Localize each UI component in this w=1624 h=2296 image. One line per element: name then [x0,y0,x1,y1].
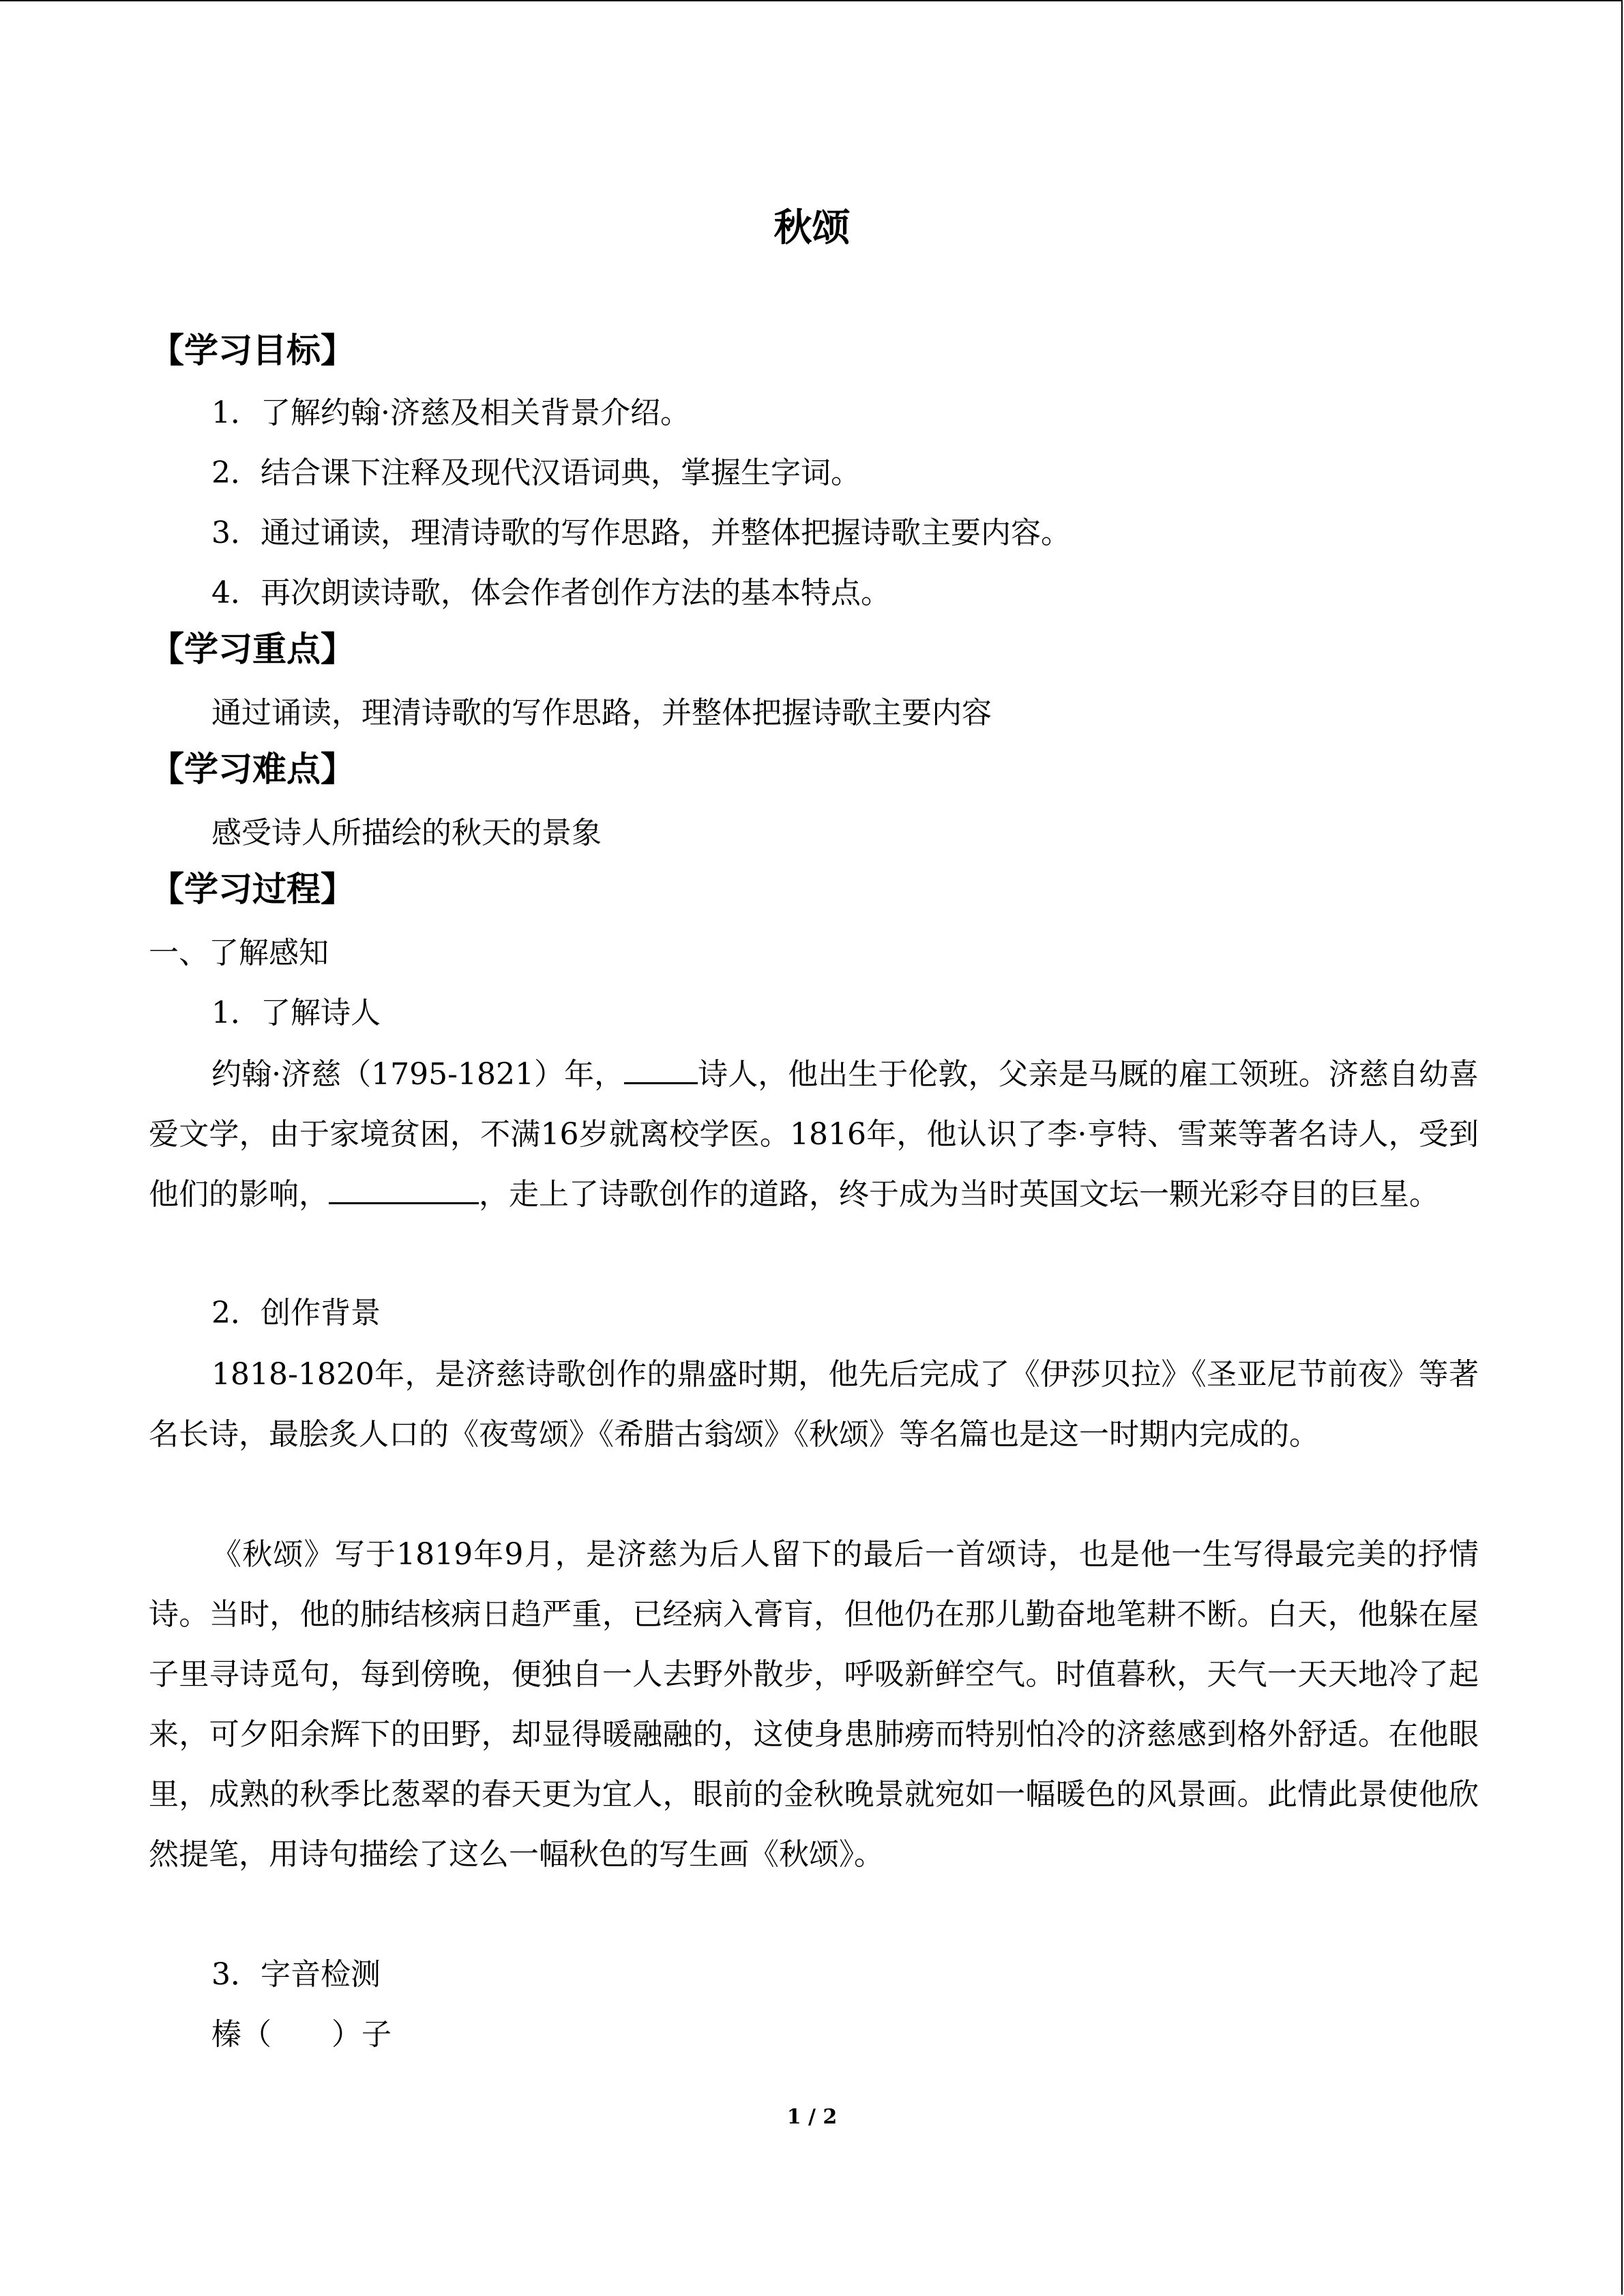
subsection-poet: 1．了解诗人 [211,996,381,1030]
heading-learning-goals: 【学习目标】 [150,331,355,370]
subsection-background: 2．创作背景 [211,1296,381,1330]
page-number: 1 / 2 [786,2105,838,2129]
background-paragraph-2: 《秋颂》写于1819年9月，是济慈为后人留下的最后一首颂诗，也是他一生写得最完美的抒情诗。当时，他的肺结核病日趋严重，已经病入膏肓，但他仍在那儿勤奋地笔耕不断。白天，他躲在屋子里寻诗觅句，每到傍晚，便独自一人去野外散步，呼吸新鲜空气。时值暮秋，天气一天天地冷了起来，可夕阳余辉下的田野，却显得暖融融的，这使身患肺痨而特别怕冷的济慈感到格外舒适。在他眼里，成熟的秋季比葱翠的春天更为宜人，眼前的金秋晚景就宛如一幅暖色的风景画。此情此景使他欣然提笔，用诗句描绘了这么一幅秋色的写生画《秋颂》。 [149,1537,1479,1872]
goal-item: 1．了解约翰·济慈及相关背景介绍。 [211,396,690,430]
fill-in-blank[interactable] [624,1051,698,1084]
goal-item: 4．再次朗读诗歌，体会作者创作方法的基本特点。 [211,576,891,610]
page-title: 秋颂 [773,206,851,250]
goal-item: 3．通过诵读，理清诗歌的写作思路，并整体把握诗歌主要内容。 [211,516,1071,550]
key-points-text: 通过诵读，理清诗歌的写作思路，并整体把握诗歌主要内容 [211,696,992,730]
poet-intro-paragraph: 约翰·济慈（1795-1821）年， 诗人，他出生于伦敦，父亲是马厩的雇工领班。济慈自幼喜爱文学，由于家境贫困，不满16岁就离校学医。1816年，他认识了李·亨特、雪莱等著名诗人，受到他们的影响， ，走上了诗歌创作的道路，终于成为当时英国文坛一颗光彩夺目的巨星。 [149,1045,1479,1225]
goal-item: 2．结合课下注释及现代汉语词典，掌握生字词。 [211,456,861,490]
subsection-pronunciation: 3．字音检测 [211,1957,381,1992]
pronunciation-item: 榛（ ）子 [211,2017,392,2052]
heading-learning-process: 【学习过程】 [150,869,355,909]
background-paragraph-1: 1818-1820年，是济慈诗歌创作的鼎盛时期，他先后完成了《伊莎贝拉》《圣亚尼节前夜》等著名长诗，最脍炙人口的《夜莺颂》《希腊古翁颂》《秋颂》等名篇也是这一时期内完成的。 [149,1357,1479,1452]
section-part-1: 一、了解感知 [149,936,329,970]
heading-difficulties: 【学习难点】 [150,749,355,789]
heading-key-points: 【学习重点】 [150,629,355,669]
difficulties-text: 感受诗人所描绘的秋天的景象 [211,816,602,850]
fill-in-blank[interactable] [329,1171,479,1204]
